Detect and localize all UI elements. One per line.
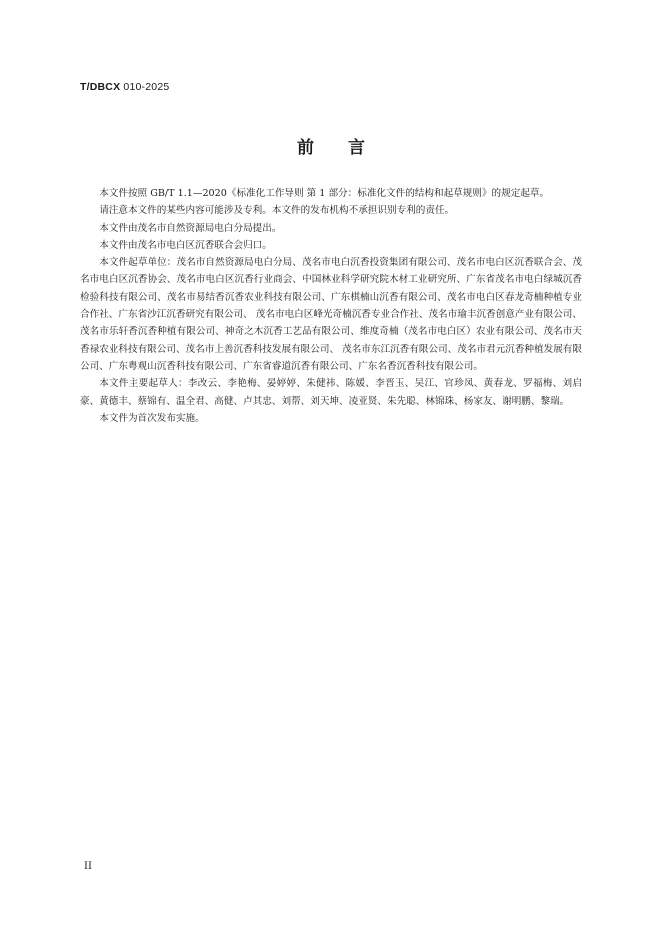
page-title-char-2: 言 — [348, 138, 365, 158]
page-title — [0, 133, 662, 158]
foreword-body — [80, 185, 582, 427]
paragraph-drafters: 本文件主要起草人：李改云、李艳梅、晏婷婷、朱健祎、陈媛、李晋玉、吴江、官珍凤、黄春龙、罗福梅、刘启豪、黄德丰、蔡锦有、温全君、高健、卢其忠、刘帮、刘天坤、凌亚贤、朱先聪、林锦珠、杨家友、谢明鹏、黎瑞。 — [80, 378, 582, 407]
document-code-number: 010-2025 — [123, 81, 170, 93]
paragraph-proposed-by: 本文件由茂名市自然资源局电白分局提出。 — [99, 222, 282, 234]
paragraph-drafting-basis: 本文件按照 GB/T 1.1—2020《标准化工作导则 第 1 部分：标准化文件的结构和起草规则》的规定起草。 — [99, 188, 550, 199]
document-code — [80, 81, 169, 93]
page-title-char-1: 前 — [297, 138, 314, 158]
paragraph-centralized-by: 本文件由茂名市电白区沉香联合会归口。 — [99, 239, 272, 251]
paragraph-patent-notice: 请注意本文件的某些内容可能涉及专利。本文件的发布机构不承担识别专利的责任。 — [99, 205, 455, 217]
document-code-prefix: T/DBCX — [80, 81, 121, 93]
page-number: II — [84, 861, 92, 872]
paragraph-first-release: 本文件为首次发布实施。 — [99, 412, 205, 424]
paragraph-drafting-units: 本文件起草单位：茂名市自然资源局电白分局、茂名市电白沉香投资集团有限公司、茂名市电白区沉香联合会、茂名市电白区沉香协会、茂名市电白区沉香行业商会、中国林业科学研究院木材工业研究所、广东省茂名市电白绿城沉香检验科技有限公司、茂名市易结香沉香农业科技有限公司、广东棋楠山沉香有限公司、茂名市电白区春龙奇楠种植专业合作社、广东省沙江沉香研究有限公司、 茂名市电白区峰光奇楠沉香专业合作社、茂名市瑜丰沉香创意产业有限公司、茂名市乐轩香沉香种植有限公司、神奇之木沉香工艺品有限公司、维度奇楠（茂名市电白区）农业有限公司、茂名市天香禄农业科技有限公司、茂名市上善沉香科技发展有限公司、 茂名市东江沉香有限公司、茂名市君元沉香种植发展有限公司、广东粤观山沉香科技有限公司、广东省睿道沉香有限公司、广东名香沉香科技有限公司。 — [80, 257, 582, 372]
